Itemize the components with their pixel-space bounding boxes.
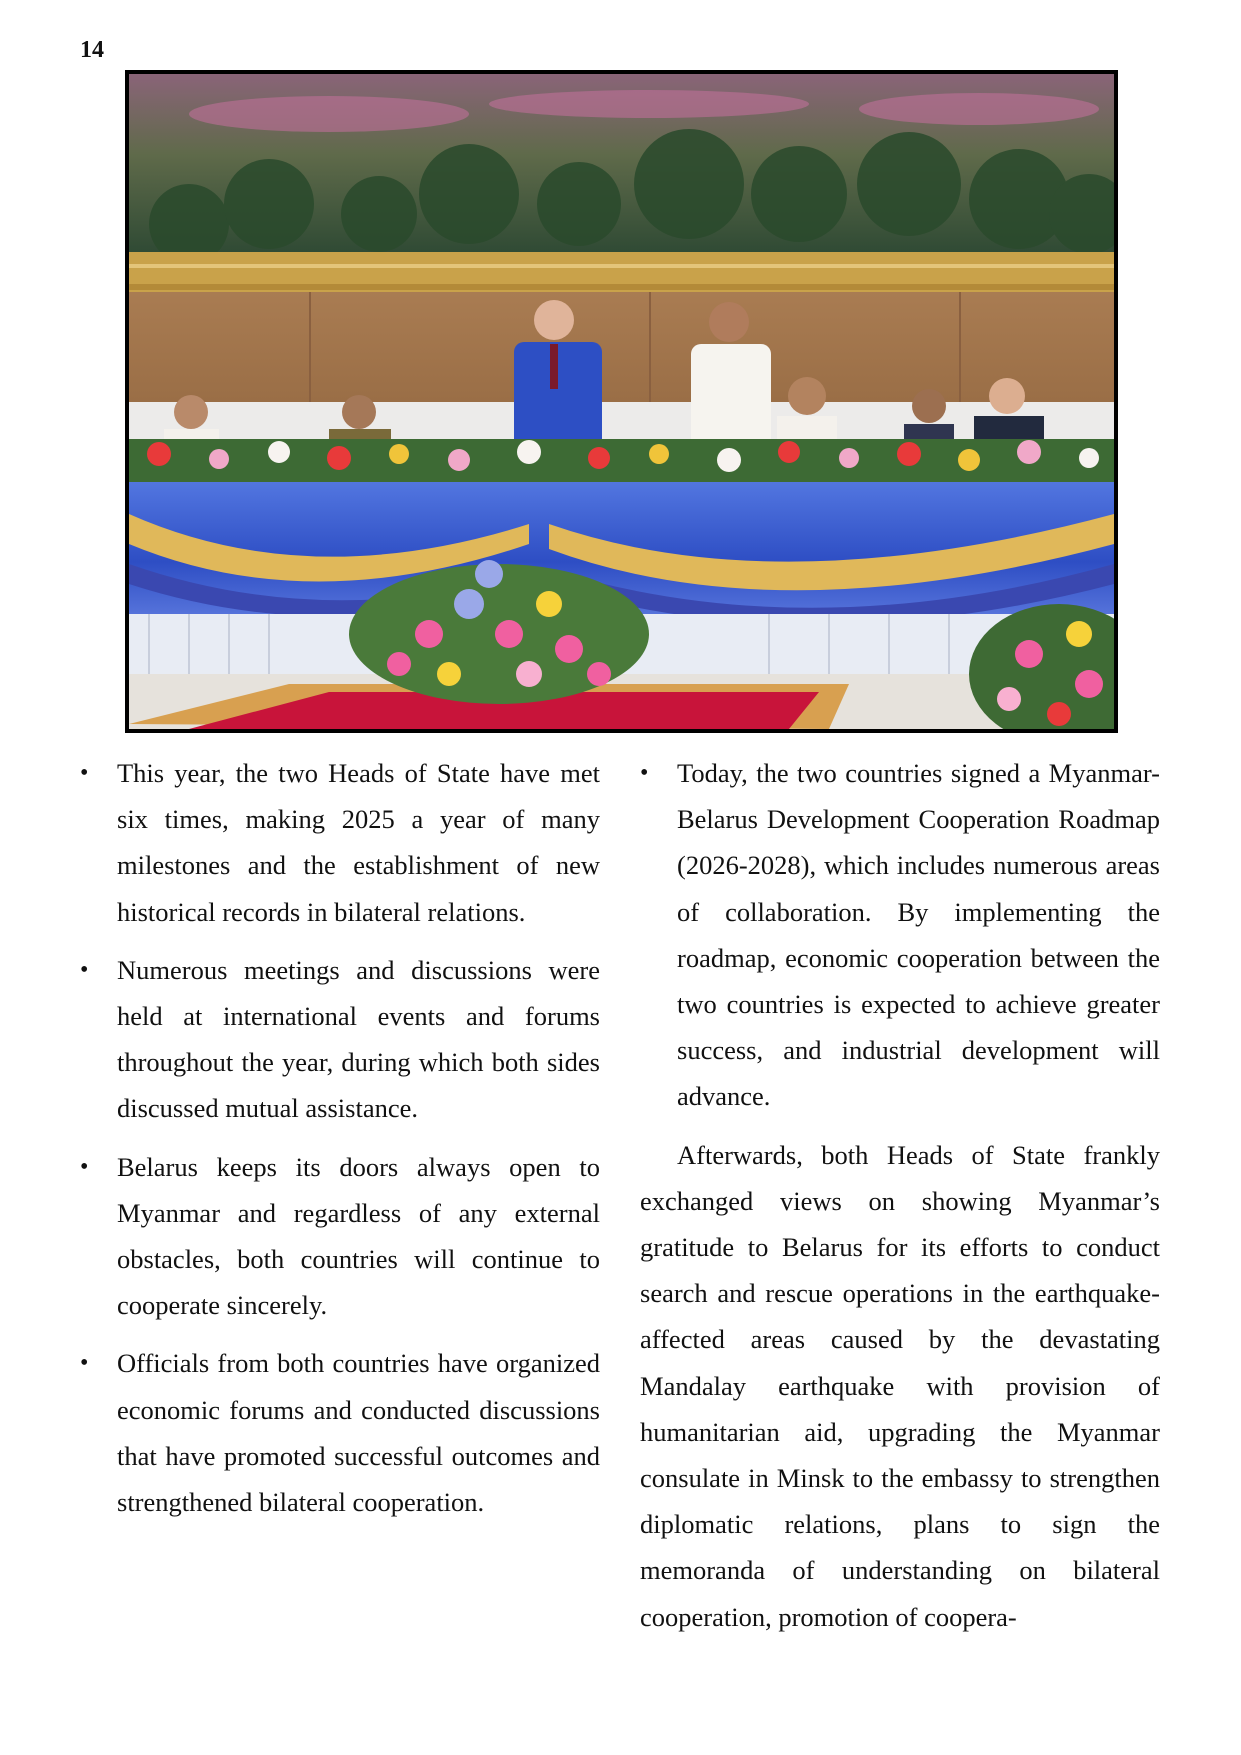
right-column <box>640 750 1160 1640</box>
bullet-item: • Numerous meetings and discussions were held at international events and forums throughout the year, during which both sides discussed mutual assistance. <box>80 947 600 1132</box>
photo-illustration <box>129 74 1114 729</box>
page-number: 14 <box>80 37 104 63</box>
bullet-item: • Belarus keeps its doors always open to Myanmar and regardless of any external obstacles, both countries will continue to cooperate sincerely. <box>80 1144 600 1329</box>
bullet-item: • Officials from both countries have organized economic forums and conducted discussions that have promoted successful outcomes and strengthened bilateral cooperation. <box>80 1340 600 1525</box>
left-column <box>80 750 600 1537</box>
banquet-photo <box>125 70 1118 733</box>
body-paragraph: Afterwards, both Heads of State frankly exchanged views on showing Myanmar’s gratitude to Belarus for its efforts to conduct search and rescue operations in the earthquake-affected areas caused by the devastating Mandalay earthquake with provision of humanitarian aid, upgrading the Myanmar consulate in Minsk to the embassy to strengthen diplomatic relations, plans to sign the memoranda of understanding on bilateral cooperation, promotion of coopera- <box>640 1139 1160 1632</box>
bullet-item: • This year, the two Heads of State have met six times, making 2025 a year of many milestones and the establishment of new historical records in bilateral relations. <box>80 750 600 935</box>
bullet-item: • Today, the two countries signed a Myanmar-Belarus Development Cooperation Roadmap (2026-2028), which includes numerous areas of collaboration. By implementing the roadmap, economic cooperation between the two countries is expected to achieve greater success, and industrial development will advance. <box>640 750 1160 1120</box>
